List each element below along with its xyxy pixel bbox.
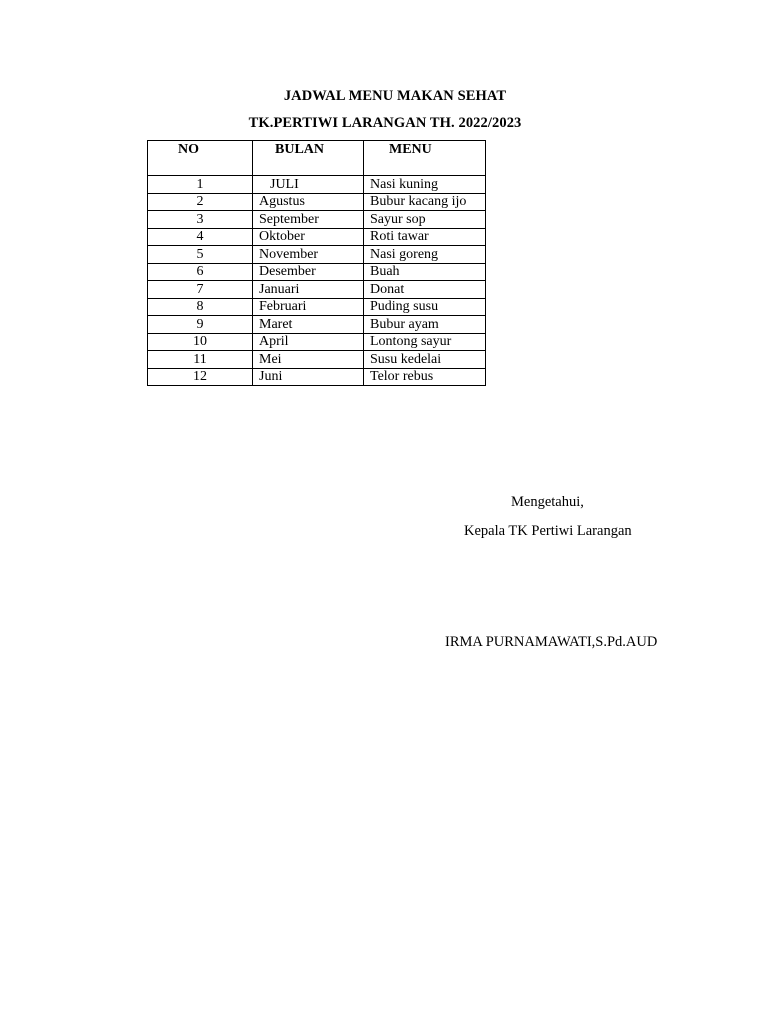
table-row: [148, 281, 486, 299]
cell-bulan: Juni: [253, 368, 364, 386]
table-row: [148, 368, 486, 386]
cell-no: 5: [148, 246, 253, 264]
cell-no: 11: [148, 351, 253, 369]
signer-name: IRMA PURNAMAWATI,S.Pd.AUD: [445, 634, 658, 650]
cell-bulan: JULI: [253, 176, 364, 194]
document-title: JADWAL MENU MAKAN SEHAT: [283, 88, 507, 104]
cell-menu: Roti tawar: [364, 228, 486, 246]
cell-menu: Lontong sayur: [364, 333, 486, 351]
table-row: [148, 298, 486, 316]
table-row: [148, 263, 486, 281]
cell-no: 9: [148, 316, 253, 334]
table-row: [148, 211, 486, 229]
cell-menu: Susu kedelai: [364, 351, 486, 369]
cell-no: 3: [148, 211, 253, 229]
cell-menu: Telor rebus: [364, 368, 486, 386]
cell-menu: Nasi kuning: [364, 176, 486, 194]
cell-no: 8: [148, 298, 253, 316]
table-header-row: [148, 141, 486, 176]
header-no: NO: [148, 141, 253, 176]
table-row: [148, 246, 486, 264]
cell-menu: Puding susu: [364, 298, 486, 316]
table-row: [148, 193, 486, 211]
cell-menu: Nasi goreng: [364, 246, 486, 264]
cell-bulan: April: [253, 333, 364, 351]
cell-no: 12: [148, 368, 253, 386]
table-row: [148, 228, 486, 246]
acknowledged-label: Mengetahui,: [511, 494, 584, 510]
table-row: [148, 176, 486, 194]
cell-menu: Bubur kacang ijo: [364, 193, 486, 211]
menu-table: [147, 140, 486, 386]
cell-bulan: Maret: [253, 316, 364, 334]
cell-menu: Bubur ayam: [364, 316, 486, 334]
table-row: [148, 333, 486, 351]
cell-no: 6: [148, 263, 253, 281]
table-row: [148, 351, 486, 369]
header-menu: MENU: [364, 141, 486, 176]
cell-bulan: Februari: [253, 298, 364, 316]
cell-menu: Donat: [364, 281, 486, 299]
cell-no: 10: [148, 333, 253, 351]
table-row: [148, 316, 486, 334]
cell-bulan: Oktober: [253, 228, 364, 246]
cell-no: 4: [148, 228, 253, 246]
document-subtitle: TK.PERTIWI LARANGAN TH. 2022/2023: [248, 115, 522, 131]
header-bulan: BULAN: [253, 141, 364, 176]
cell-bulan: Agustus: [253, 193, 364, 211]
cell-no: 1: [148, 176, 253, 194]
cell-menu: Buah: [364, 263, 486, 281]
cell-no: 2: [148, 193, 253, 211]
cell-bulan: Januari: [253, 281, 364, 299]
cell-bulan: Mei: [253, 351, 364, 369]
signer-position: Kepala TK Pertiwi Larangan: [464, 523, 632, 539]
cell-bulan: September: [253, 211, 364, 229]
cell-no: 7: [148, 281, 253, 299]
cell-menu: Sayur sop: [364, 211, 486, 229]
cell-bulan: Desember: [253, 263, 364, 281]
cell-bulan: November: [253, 246, 364, 264]
